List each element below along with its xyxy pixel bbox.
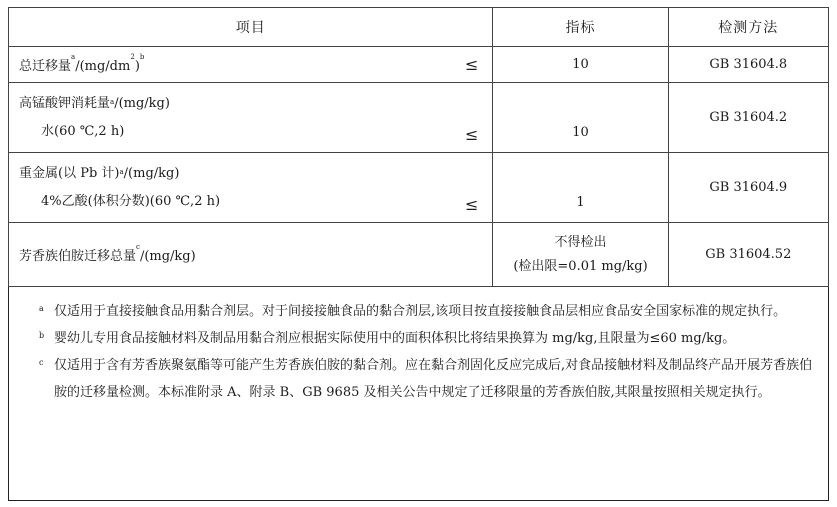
- footnote: [8, 325, 829, 352]
- value-cell: [493, 223, 668, 287]
- table-row: [9, 153, 829, 223]
- footnote: [8, 298, 829, 325]
- item-unit: /(mg/kg): [123, 165, 180, 181]
- standard-table: [8, 7, 829, 287]
- footnote-mark: a: [110, 97, 115, 106]
- item-cell: [9, 223, 493, 287]
- item-cell: [9, 83, 493, 153]
- condition-text: 水(60 ℃,2 h): [41, 123, 125, 139]
- item-cell: [9, 153, 493, 223]
- item-name: 高锰酸钾消耗量: [19, 95, 111, 111]
- table-row: [9, 83, 829, 153]
- condition-text: 4%乙酸(体积分数)(60 ℃,2 h): [41, 193, 221, 209]
- method-cell: GB 31604.52: [668, 223, 828, 287]
- table-row: [9, 47, 829, 83]
- value-text: 不得检出: [554, 234, 607, 250]
- item-unit-close: ): [134, 59, 140, 74]
- header-indicator: 指标: [493, 8, 668, 47]
- le-symbol: ≤: [465, 55, 479, 74]
- item-name: 总迁移量: [19, 59, 72, 74]
- le-symbol: ≤: [465, 125, 479, 144]
- footnote-mark: a: [119, 167, 124, 176]
- footnote: [8, 352, 829, 406]
- footnote-text: 仅适用于含有芳香族聚氨酯等可能产生芳香族伯胺的黏合剂。应在黏合剂固化反应完成后,对食品接触材料及制品终产品开展芳香族伯胺的迁移量检测。本标准附录 A、附录 B、GB 9685 及相关公告中规定了迁移限量的芳香族伯胺,其限量按照相关规定执行。: [54, 358, 813, 400]
- footnote-mark: c: [39, 358, 44, 367]
- item-unit: /(mg/kg): [114, 95, 170, 111]
- item-cell: [9, 47, 493, 83]
- footnote-mark: c: [136, 243, 140, 251]
- item-unit: /(mg/kg): [139, 249, 196, 264]
- footnote-text: 仅适用于直接接触食品用黏合剂层。对于间接接触食品的黏合剂层,该项目按直接接触食品层相应食品安全国家标准的规定执行。: [54, 304, 787, 319]
- footnotes: [8, 294, 829, 406]
- header-item: 项目: [9, 8, 493, 47]
- method-cell: GB 31604.8: [668, 47, 828, 83]
- value-cell: 10: [493, 83, 668, 153]
- footnote-text: 婴幼儿专用食品接触材料及制品用黏合剂应根据实际使用中的面积体积比将结果换算为 mg/kg,且限量为≤60 mg/kg。: [54, 331, 736, 346]
- footnote-mark: b: [39, 331, 45, 340]
- item-unit: /(mg/dm: [75, 59, 131, 74]
- method-cell: GB 31604.9: [668, 153, 828, 223]
- footnote-mark: b: [139, 53, 145, 61]
- value-cell: 1: [493, 153, 668, 223]
- item-name: 重金属(以 Pb 计): [19, 165, 120, 181]
- method-cell: GB 31604.2: [668, 83, 828, 153]
- header-method: 检测方法: [668, 8, 828, 47]
- footnote-mark: a: [39, 304, 44, 313]
- value-cell: 10: [493, 47, 668, 83]
- footnote-mark: a: [71, 53, 76, 61]
- detection-limit: (检出限=0.01 mg/kg): [513, 258, 648, 274]
- superscript: 2: [130, 53, 135, 61]
- table-row: [9, 223, 829, 287]
- item-name: 芳香族伯胺迁移总量: [19, 249, 137, 264]
- le-symbol: ≤: [465, 195, 479, 214]
